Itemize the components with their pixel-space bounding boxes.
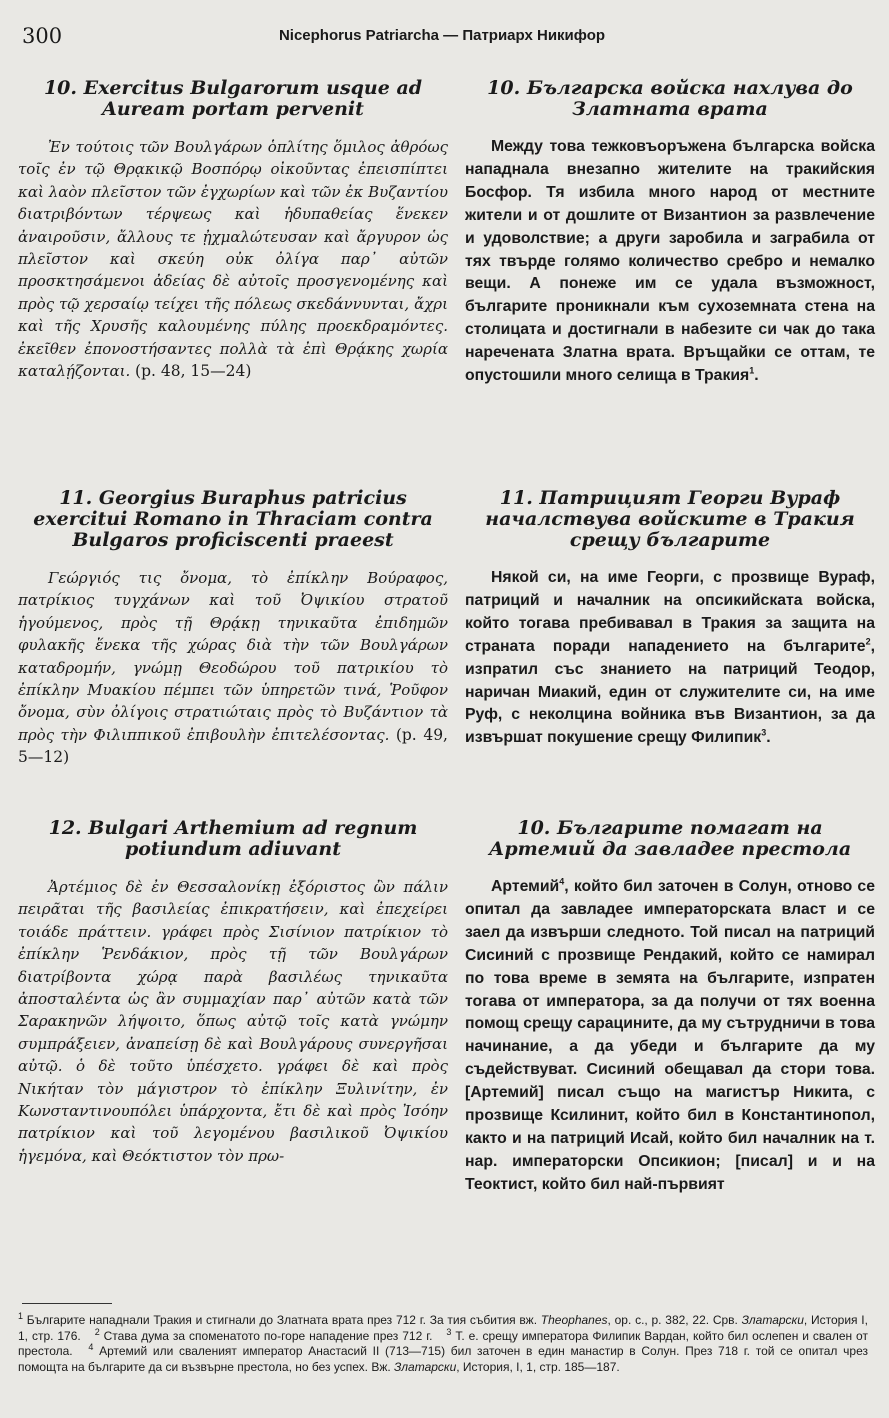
bulgarian-text-10: [465, 136, 875, 388]
bg-body: Артемий: [491, 878, 560, 895]
source-reference: (p. 49, 5—12): [18, 725, 448, 767]
page-number: 300: [22, 24, 63, 48]
footnote-text: , История, I, 1, стр. 185—187.: [456, 1359, 620, 1374]
footnote-text: , История I, 1, стр. 176.: [18, 1313, 868, 1343]
footnote-text: Става дума за споменатото по-горе нападение през 712 г.: [103, 1328, 433, 1343]
bulgarian-text-12: [465, 876, 875, 1197]
latin-heading-12: 12. Bulgari Arthemium ad regnum potiundum adiuvant: [48, 817, 418, 860]
greek-body: Γεώργιός τις ὄνομα, τὸ ἐπίκλην Βούραφος, πατρίκιος τυγχάνων καὶ τοῦ Ὀψικίου στρατοῦ ἡγούμενος, πρὸς τῇ Θρᾴκῃ τηνικαῦτα ἐπιδημῶν φυλακῆς ἕνεκα τῆς χώρας διὰ τὴν τῶν Βουλγάρων καταδρομήν, γνώμῃ Θεοδώρου τοῦ πατρικίου τὸ ἐπίκλην Μυακίου πέμπει τῶν ὑπηρετῶν τινά, Ῥοῦφον ὄνομα, σὺν ὀλίγοις στρατιώταις πρὸς τὸ Βυζάντιον τὰ πρὸς τὴν Φιλιππικοῦ ἐπιβουλὴν ἐπιτελέσοντας.: [18, 569, 448, 744]
footnote-text: Българите нападнали Тракия и стигнали до Златната врата през 712 г. За тия събития вж.: [26, 1313, 538, 1327]
source-reference: (p. 48, 15—24): [135, 362, 252, 381]
bulgarian-heading-10: 10. Българска войска нахлува до Златната врата: [487, 77, 853, 120]
greek-text-11: [18, 567, 448, 769]
footnotes: [18, 1313, 868, 1375]
bulgarian-heading-12: 10. Българите помагат на Артемий да завладее престола: [488, 817, 852, 860]
greek-text-12: Ἀρτέμιος δὲ ἐν Θεσσαλονίκῃ ἐξόριστος ὢν πάλιν πειρᾶται τῆς βασιλείας ἐπικρατήσειν, καὶ ἐπεχείρει τοιάδε πράττειν. γράφει πρὸς Σισίνιον πατρίκιον τὸ ἐπίκλην Ῥενδάκιον, πρὸς τῇ τῶν Βουλγάρων διατρίβοντα χώρᾳ παρὰ βασιλέως τηνικαῦτα ἀποσταλέντα ὡς ἂν συμμαχίαν παρ᾽ αὐτῶν κατὰ τῶν Σαρακηνῶν λήψοιτο, ὅπως αὐτῷ τοῖς κατὰ γνώμην συμπράξειεν, ἀναπείσῃ δὲ καὶ Βουλγάρους συνεργῆσαι αὐτῷ. ὁ δὲ τοῦτο ὑπέσχετο. γράφει δὲ καὶ πρὸς Νικήταν τὸν μάγιστρον τὸ ἐπίκλην Ξυλινίτην, ἐν Κωνσταντινουπόλει ὑπάρχοντα, ἔτι δὲ καὶ πρὸς Ἰσόην πατρίκιον καὶ τοῦ λεγομένου βασιλικοῦ Ὀψικίου ἡγεμόνα, καὶ Θεόκτιστον τὸν πρω-: [18, 878, 448, 1165]
greek-body: Ἐν τούτοις τῶν Βουλγάρων ὁπλίτης ὅμιλος ἀθρόως τοῖς ἐν τῷ Θρᾳκικῷ Βοσπόρῳ οἰκοῦντας ἐπεισπίπτει καὶ λαὸν πλεῖστον τῶν ἐγχωρίων καὶ τῶν ἐκ Βυζαντίου διατριβόντων τέρψεως καὶ ἡδυπαθείας ἕνεκεν ἀναιροῦσιν, ἄλλους τε ᾐχμαλώτευσαν καὶ ἄργυρον ὡς πλεῖστον καὶ σκεύη οὐκ ὀλίγα παρ᾽ αὐτῶν προσκτησάμενοι ἀδείας δὲ αὐτοῖς προσγενομένης καὶ πρὸς τῷ χερσαίῳ τείχει τῆς πόλεως σκεδάννυνται, ἄχρι καὶ τῆς Χρυσῆς καλουμένης πύλης προεκδραμόντες. ἐκεῖθεν ἐπονοστήσαντες πολλὰ τὰ ἐπὶ Θρᾴκης χωρία καταλῄζονται.: [18, 138, 448, 381]
greek-text-10: [18, 136, 448, 382]
bg-body: .: [766, 729, 771, 747]
footnote-text: , op. c., p. 382, 22. Срв.: [607, 1313, 738, 1327]
footnote-italic: Theophanes: [540, 1313, 608, 1327]
footnote-italic: Златарски: [741, 1313, 804, 1327]
greek-section-11: [18, 488, 448, 769]
bg-body: , който бил заточен в Солун, отново се опитал да завладее императорската власт и се заел да извърши следното. Той писал на патриций Сисиний с прозвище Рендакий, който се намирал по това време в земята на българите, изпратен тогава от императора, за да получи от тях военна помощ срещу сарацините, да му сътрудничи в това начинание, а да убеди и българите да му съдействуват. Сисиний обещавал да стори това. [Артемий] писал също на магистър Никита, с прозвище Ксилинит, който бил в Константинопол, както и на патриций Исай, който бил началник на т. нар. императорски Опсикион; [писал] и и на Теоктист, който бил най-първият: [465, 878, 875, 1193]
footnote-marker: 3: [761, 728, 767, 739]
footnote-marker: 4: [559, 876, 565, 887]
bg-body: .: [754, 367, 759, 385]
footnote-number: 2: [94, 1326, 100, 1337]
bulgarian-section-11: [465, 488, 875, 750]
running-title: Nicephorus Patriarcha — Патриарх Никифор: [278, 27, 606, 44]
bulgarian-section-12: [465, 818, 875, 1197]
page-header: [22, 24, 862, 54]
footnote-italic: Златарски: [394, 1359, 457, 1374]
bulgarian-heading-11: 11. Патрицият Георги Вураф началствува войските в Тракия срещу българите: [485, 487, 855, 551]
footnote-number: 4: [88, 1342, 94, 1353]
bulgarian-text-11: [465, 567, 875, 750]
bg-body: , изпратил със знанието на патриций Теодор, наричан Миакий, един от служителите си, на име Руф, с неколцина войника във Византион, за да извършат покушение срещу Филипик: [465, 637, 875, 747]
bg-body: Някой си, на име Георги, с прозвище Вураф, патриций и началник на опсикийската войска, който тогава пребивавал в Тракия за защита на страната поради нападението на българите: [465, 569, 875, 655]
greek-section-12: [18, 818, 448, 1167]
footnote-number: 1: [18, 1311, 24, 1321]
footnote-divider: [22, 1303, 112, 1304]
footnote-text: Т. е. срещу императора Филипик Вардан, който бил ослепен и свален от престола.: [18, 1328, 868, 1359]
footnote-number: 3: [446, 1326, 452, 1337]
footnote-block: [18, 1313, 868, 1375]
latin-heading-10: 10. Exercitus Bulgarorum usque ad Auream portam pervenit: [43, 77, 423, 120]
footnote-marker: 2: [865, 636, 871, 647]
latin-heading-11: 11. Georgius Buraphus patricius exercitui Romano in Thraciam contra Bulgaros proficiscenti praeest: [33, 487, 433, 551]
footnote-marker: 1: [749, 365, 755, 376]
bulgarian-section-10: [465, 78, 875, 388]
bg-body: Между това тежковъоръжена българска войска нападнала внезапно жителите на тракийския Босфор. Тя избила много народ от местните жители и от дошлите от Византион за развлечение и удоволствие; а други заробила и заграбила от тях твърде голямо количество сребро и немалко вещи. А понеже им се удала възможност, българите проникнали към сухоземната стена на столицата и достигнали в набезите си чак до така наречената Златна врата. Връщайки се оттам, те опустошили много селища в Тракия: [465, 138, 875, 385]
greek-section-10: [18, 78, 448, 382]
footnote-text: Артемий или сваленият император Анастасий II (713—715) бил заточен в един манастир в Солун. През 718 г. той се опитал чрез помощта на българите да си възвърне престола, но без успех. Вж.: [18, 1344, 868, 1374]
